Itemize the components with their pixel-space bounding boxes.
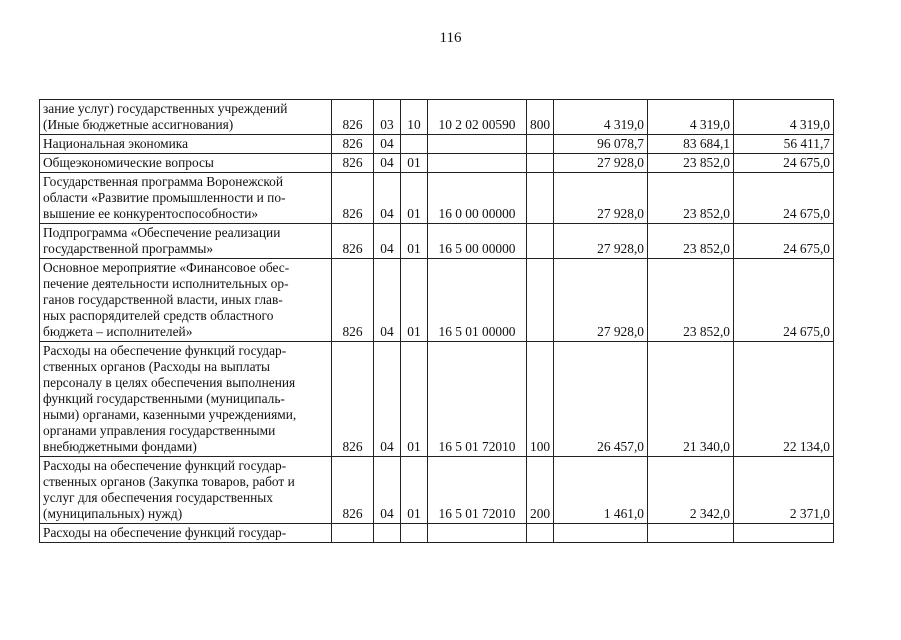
subsection-code <box>401 524 428 543</box>
target-article-code: 16 5 01 72010 <box>428 342 527 457</box>
row-name: зание услуг) государственных учреждений (Иные бюджетные ассигнования) <box>40 100 332 135</box>
amount-year-3: 24 675,0 <box>734 154 834 173</box>
amount-year-1: 27 928,0 <box>554 154 648 173</box>
expense-type-code <box>527 224 554 259</box>
grbs-code: 826 <box>332 224 374 259</box>
amount-year-2: 2 342,0 <box>648 457 734 524</box>
section-code: 04 <box>374 154 401 173</box>
table-row <box>40 524 834 543</box>
expense-type-code <box>527 524 554 543</box>
amount-year-3: 4 319,0 <box>734 100 834 135</box>
amount-year-2: 21 340,0 <box>648 342 734 457</box>
table-row <box>40 154 834 173</box>
amount-year-2: 4 319,0 <box>648 100 734 135</box>
table-row <box>40 224 834 259</box>
section-code: 03 <box>374 100 401 135</box>
expense-type-code: 800 <box>527 100 554 135</box>
amount-year-2: 23 852,0 <box>648 173 734 224</box>
target-article-code: 16 5 01 72010 <box>428 457 527 524</box>
row-name: Расходы на обеспечение функций государ- <box>40 524 332 543</box>
row-name: Расходы на обеспечение функций государ- ственных органов (Закупка товаров, работ и услуг для обеспечения государственных (муниципальных) нужд) <box>40 457 332 524</box>
section-code: 04 <box>374 135 401 154</box>
amount-year-2: 83 684,1 <box>648 135 734 154</box>
amount-year-1 <box>554 524 648 543</box>
expense-type-code <box>527 259 554 342</box>
amount-year-2: 23 852,0 <box>648 154 734 173</box>
target-article-code: 16 0 00 00000 <box>428 173 527 224</box>
grbs-code: 826 <box>332 342 374 457</box>
grbs-code: 826 <box>332 457 374 524</box>
target-article-code <box>428 135 527 154</box>
page-number: 116 <box>439 30 462 46</box>
table-row <box>40 342 834 457</box>
target-article-code <box>428 524 527 543</box>
table-row <box>40 100 834 135</box>
amount-year-1: 4 319,0 <box>554 100 648 135</box>
target-article-code: 10 2 02 00590 <box>428 100 527 135</box>
budget-table <box>39 99 834 543</box>
subsection-code <box>401 135 428 154</box>
section-code: 04 <box>374 259 401 342</box>
grbs-code: 826 <box>332 100 374 135</box>
amount-year-2: 23 852,0 <box>648 259 734 342</box>
amount-year-1: 1 461,0 <box>554 457 648 524</box>
amount-year-1: 27 928,0 <box>554 173 648 224</box>
grbs-code <box>332 524 374 543</box>
expense-type-code <box>527 154 554 173</box>
grbs-code: 826 <box>332 135 374 154</box>
amount-year-1: 96 078,7 <box>554 135 648 154</box>
expense-type-code: 200 <box>527 457 554 524</box>
amount-year-2 <box>648 524 734 543</box>
section-code: 04 <box>374 342 401 457</box>
section-code: 04 <box>374 224 401 259</box>
target-article-code: 16 5 01 00000 <box>428 259 527 342</box>
amount-year-3: 22 134,0 <box>734 342 834 457</box>
subsection-code: 01 <box>401 342 428 457</box>
subsection-code: 01 <box>401 259 428 342</box>
section-code: 04 <box>374 173 401 224</box>
amount-year-3: 2 371,0 <box>734 457 834 524</box>
grbs-code: 826 <box>332 173 374 224</box>
row-name: Государственная программа Воронежской области «Развитие промышленности и по- вышение ее конкурентоспособности» <box>40 173 332 224</box>
amount-year-1: 26 457,0 <box>554 342 648 457</box>
table-row <box>40 135 834 154</box>
row-name: Подпрограмма «Обеспечение реализации государственной программы» <box>40 224 332 259</box>
table-row <box>40 259 834 342</box>
section-code <box>374 524 401 543</box>
target-article-code: 16 5 00 00000 <box>428 224 527 259</box>
subsection-code: 01 <box>401 224 428 259</box>
amount-year-1: 27 928,0 <box>554 259 648 342</box>
amount-year-3: 24 675,0 <box>734 224 834 259</box>
amount-year-3 <box>734 524 834 543</box>
subsection-code: 10 <box>401 100 428 135</box>
table-row <box>40 173 834 224</box>
amount-year-3: 56 411,7 <box>734 135 834 154</box>
row-name: Национальная экономика <box>40 135 332 154</box>
row-name: Расходы на обеспечение функций государ- ственных органов (Расходы на выплаты персоналу в целях обеспечения выполнения функций государственными (муниципаль- ными) органами, казенными учреждениями, органами управления государственными внебюджетными фондами) <box>40 342 332 457</box>
target-article-code <box>428 154 527 173</box>
expense-type-code: 100 <box>527 342 554 457</box>
section-code: 04 <box>374 457 401 524</box>
grbs-code: 826 <box>332 154 374 173</box>
table-row <box>40 457 834 524</box>
amount-year-3: 24 675,0 <box>734 173 834 224</box>
amount-year-1: 27 928,0 <box>554 224 648 259</box>
expense-type-code <box>527 135 554 154</box>
subsection-code: 01 <box>401 173 428 224</box>
amount-year-3: 24 675,0 <box>734 259 834 342</box>
amount-year-2: 23 852,0 <box>648 224 734 259</box>
expense-type-code <box>527 173 554 224</box>
grbs-code: 826 <box>332 259 374 342</box>
row-name: Общеэкономические вопросы <box>40 154 332 173</box>
subsection-code: 01 <box>401 154 428 173</box>
subsection-code: 01 <box>401 457 428 524</box>
row-name: Основное мероприятие «Финансовое обес- печение деятельности исполнительных ор- ганов государственной власти, иных глав- ных распорядителей средств областного бюджета – исполнителей» <box>40 259 332 342</box>
